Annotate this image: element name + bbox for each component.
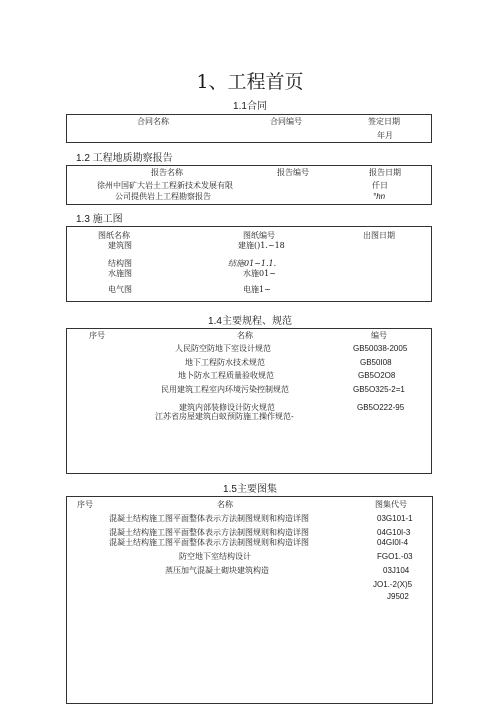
atlas-row-code: 03J104: [383, 566, 410, 575]
code-row-name: 江苏省房屋建筑白蚁预防施工操作规范-: [155, 412, 294, 421]
code-row-name: 建筑内部装修设计防火规范: [179, 403, 275, 412]
atlas-row-code: 04GI0I-4: [377, 538, 409, 547]
code-row-name: 人民防空防地下室设计规范: [175, 344, 271, 353]
code-row-number: GB5O2O8: [358, 371, 396, 380]
codes-table: [66, 328, 432, 474]
survey-col-name: 报告名称: [151, 168, 183, 177]
drawings-col-date: 出图日期: [363, 231, 395, 240]
atlas-row-code: 03G101-1: [377, 514, 413, 523]
contract-col-name: 合同名称: [137, 117, 169, 126]
atlas-col-code: 图集代号: [375, 500, 407, 509]
contract-table: [66, 114, 432, 143]
code-row-number: GB5O222-95: [357, 403, 405, 412]
survey-row-name: 徐州中国矿大岩土工程新技术发展有限: [97, 181, 233, 190]
contract-col-number: 合同编号: [270, 117, 302, 126]
survey-table: [66, 165, 432, 205]
survey-row-name: 公司提供岩上工程勘察报告: [115, 192, 211, 201]
atlas-row-code: JO1.-2(X)5: [373, 580, 413, 589]
drawings-row-name: 电气图: [108, 285, 132, 294]
drawings-col-number: 图纸编号: [243, 231, 275, 240]
atlas-row-code: FGO1.-03: [377, 552, 413, 561]
drawings-row-name: 建筑图: [108, 241, 132, 250]
code-row-name: 地下工程防水技术规范: [185, 358, 265, 367]
survey-col-date: 报告日期: [369, 168, 401, 177]
code-row-number: GB50038-2005: [353, 344, 408, 353]
atlas-col-name: 名称: [217, 500, 233, 509]
survey-col-number: 报告编号: [277, 168, 309, 177]
codes-col-number: 编号: [371, 331, 387, 340]
atlas-row-name: 混凝土结构施工图平面整体表示方法制图规则和构造详图: [109, 538, 309, 547]
atlas-row-name: 防空地下室结构设计: [179, 552, 251, 561]
atlas-row-code: J9502: [387, 592, 409, 601]
code-row-number: GB5O325-2=1: [353, 385, 405, 394]
drawings-row-code: 电施1~: [243, 285, 271, 294]
page-title: 1、工程首页: [196, 71, 304, 93]
atlas-heading: 1.5主要图集: [223, 484, 277, 495]
atlas-table: [66, 496, 433, 704]
drawings-row-code: 建施()1.~18: [238, 241, 285, 250]
code-row-name: 民用建筑工程室内环境污染控制规范: [161, 385, 289, 394]
drawings-row-code: 结施01~1.1.: [228, 259, 277, 268]
survey-heading: 1.2 工程地质勘察报告: [76, 153, 173, 164]
code-row-name: 地卜防水工程质量验收规范: [178, 371, 274, 380]
codes-col-name: 名称: [237, 331, 253, 340]
atlas-row-name: 混凝土结构施工图平面整体表示方法制图规则和构造详图: [109, 514, 309, 523]
atlas-col-index: 序号: [77, 500, 93, 509]
code-row-number: GB50I08: [360, 358, 392, 367]
codes-heading: 1.4主要规程、规范: [208, 316, 292, 327]
atlas-row-name: 混凝土结构施工图平面整体表示方法制图规则和构造详图: [109, 528, 309, 537]
contract-heading: 1.1合同: [233, 101, 267, 112]
contract-date-value: 年月: [377, 131, 393, 140]
survey-row-date: 仟日: [372, 181, 388, 190]
codes-col-index: 序号: [89, 331, 105, 340]
drawings-row-name: 水施图: [108, 269, 132, 278]
atlas-row-code: 04G10I-3: [377, 528, 411, 537]
contract-col-date: 签定日期: [368, 117, 400, 126]
atlas-row-name: 蒸压加气混凝土砌块建筑构造: [165, 566, 269, 575]
drawings-row-code: 水施01~: [243, 269, 276, 278]
drawings-row-name: 结构图: [108, 259, 132, 268]
drawings-col-name: 图纸名称: [98, 231, 130, 240]
drawings-table: [66, 226, 432, 302]
survey-row-date: °hn: [373, 192, 386, 201]
drawings-heading: 1.3 施工图: [76, 214, 123, 225]
